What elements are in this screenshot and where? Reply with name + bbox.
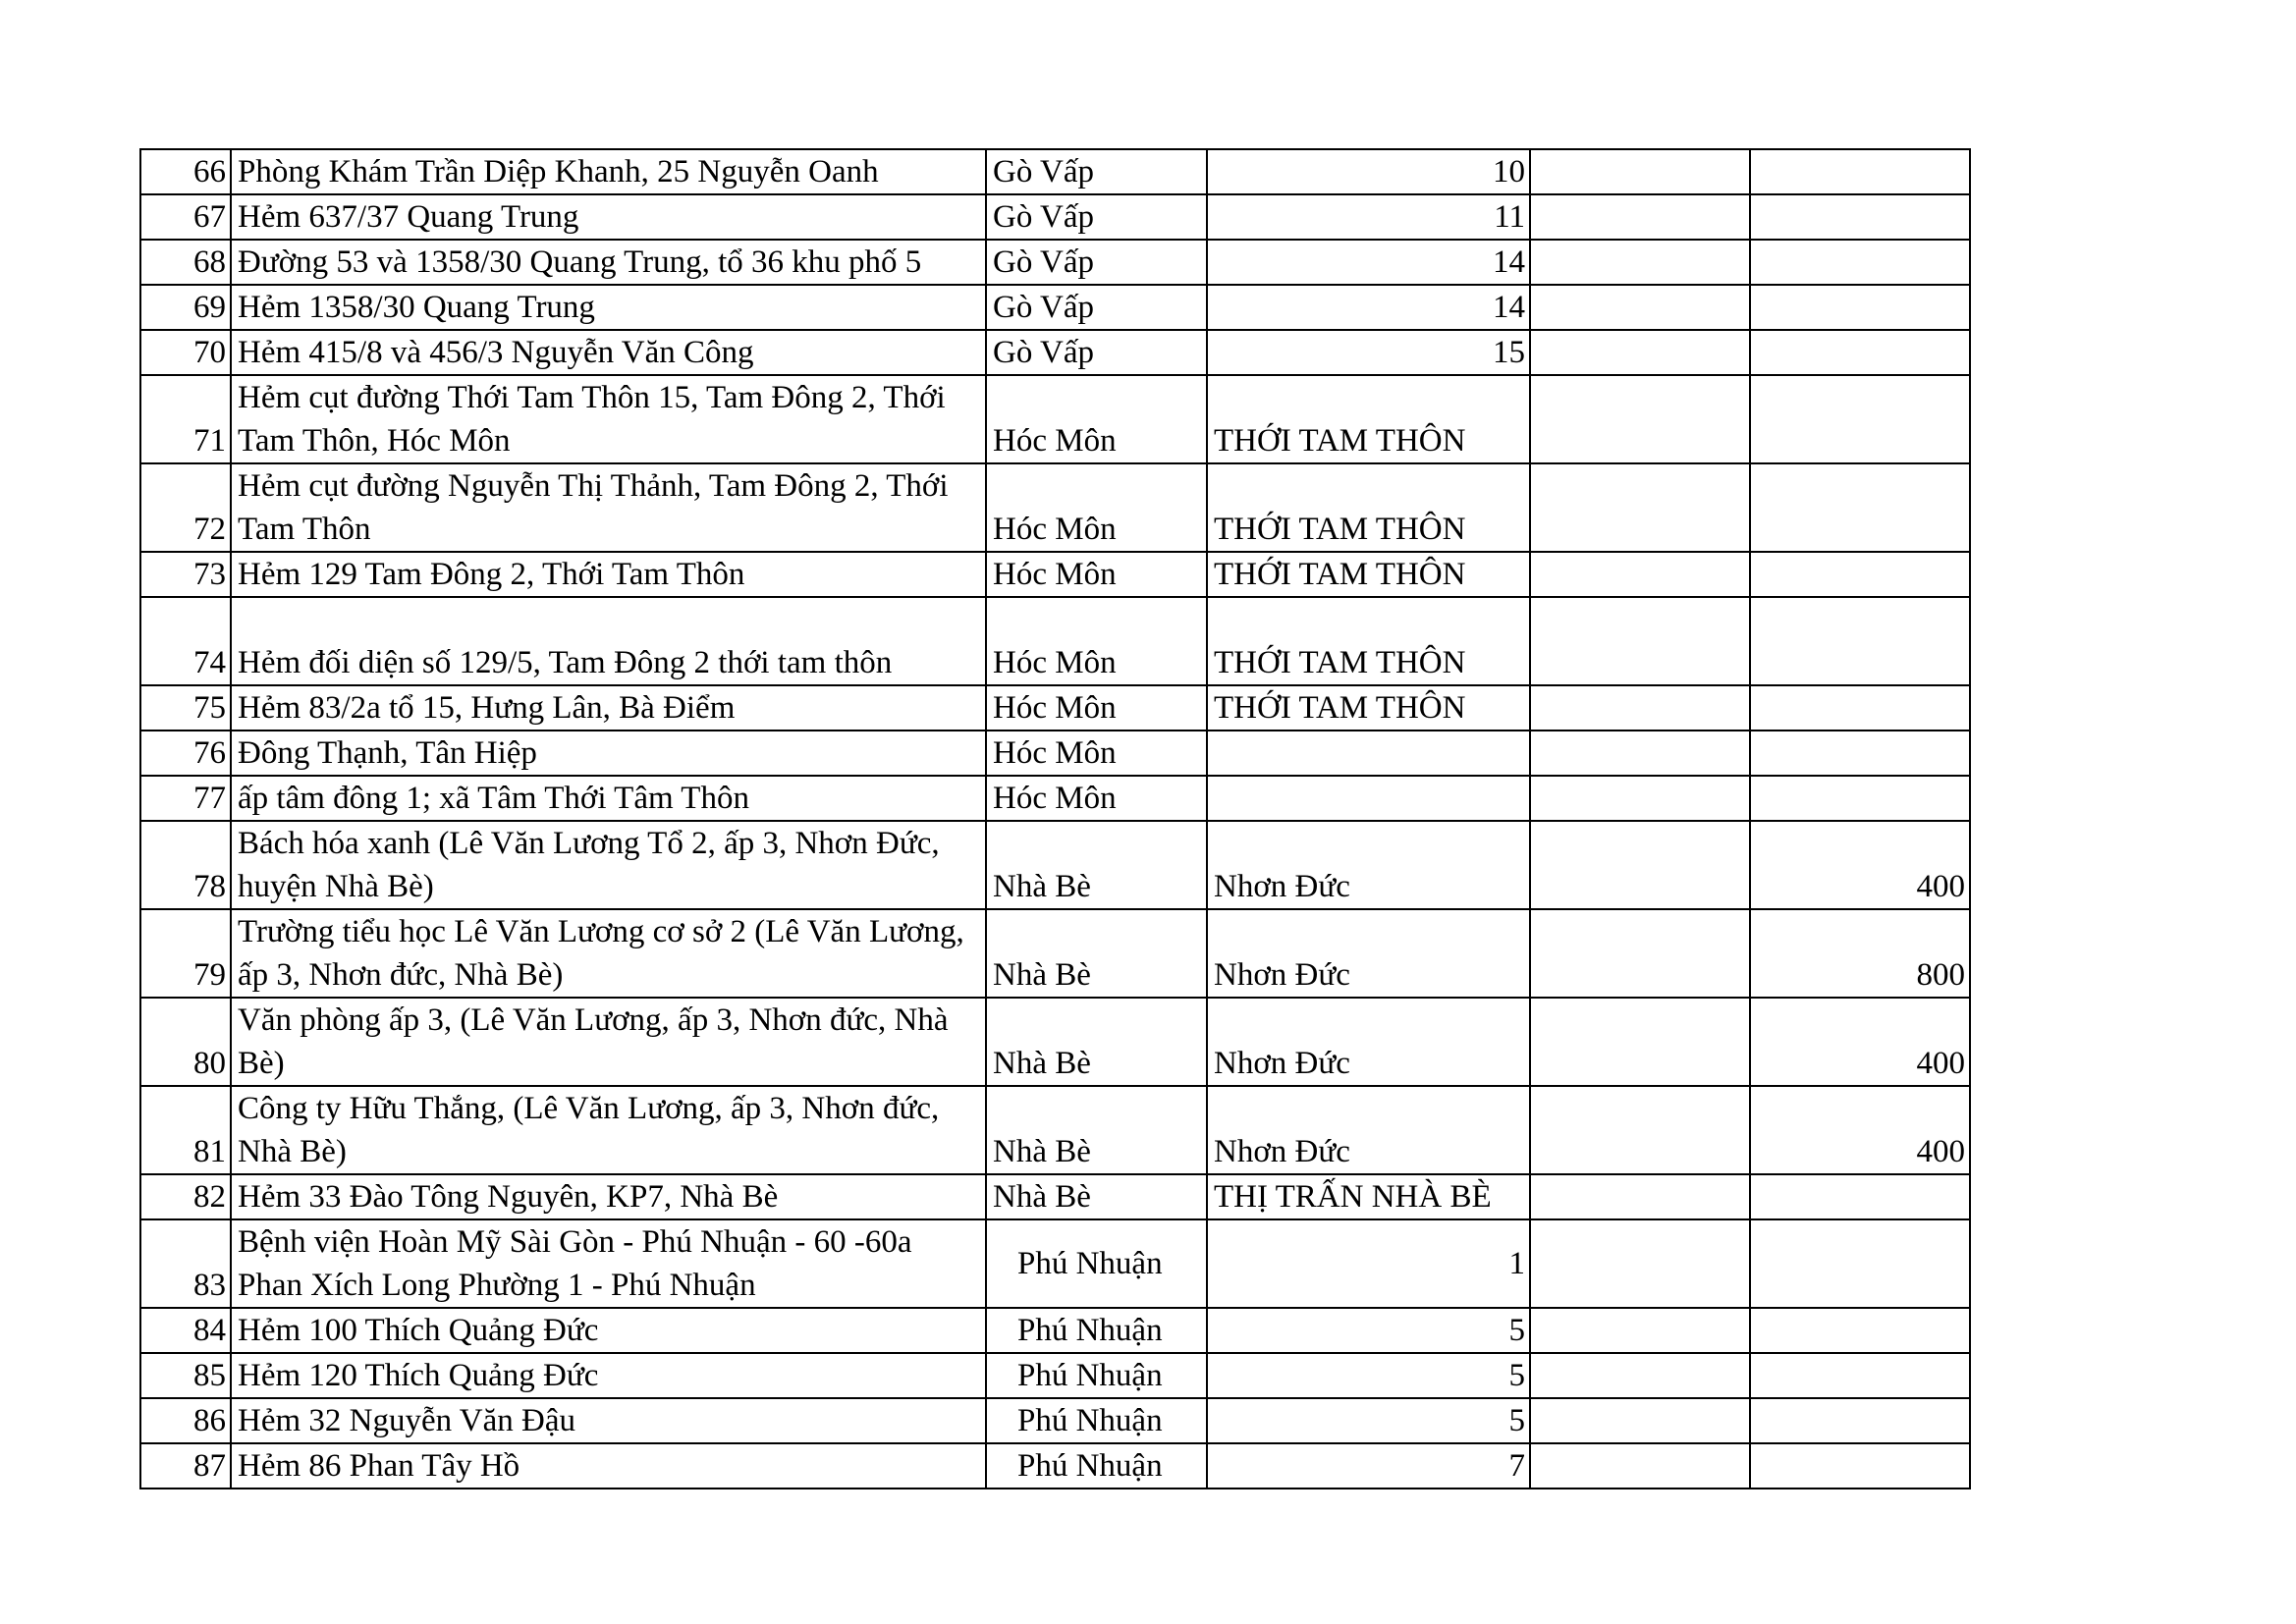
row-number: 81: [140, 1086, 231, 1174]
ward-cell: [1207, 731, 1530, 776]
column-6-cell: [1750, 375, 1970, 463]
table-row: [140, 1086, 1970, 1174]
ward-cell: 10: [1207, 149, 1530, 194]
column-5-cell: [1530, 463, 1750, 552]
table-row: [140, 194, 1970, 240]
ward-cell: 5: [1207, 1308, 1530, 1353]
table-row: [140, 1443, 1970, 1489]
column-5-cell: [1530, 285, 1750, 330]
district-cell: Nhà Bè: [986, 1174, 1207, 1219]
table-row: [140, 998, 1970, 1086]
district-cell: Hóc Môn: [986, 552, 1207, 597]
district-cell: Gò Vấp: [986, 194, 1207, 240]
ward-cell: 11: [1207, 194, 1530, 240]
table-row: [140, 731, 1970, 776]
table-row: [140, 597, 1970, 685]
table-row: [140, 1353, 1970, 1398]
row-number: 66: [140, 149, 231, 194]
table-row: [140, 821, 1970, 909]
column-6-cell: [1750, 149, 1970, 194]
row-number: 70: [140, 330, 231, 375]
data-table: [139, 148, 1971, 1489]
column-5-cell: [1530, 776, 1750, 821]
ward-cell: Nhơn Đức: [1207, 909, 1530, 998]
address-cell: Hẻm 32 Nguyễn Văn Đậu: [231, 1398, 986, 1443]
ward-cell: 14: [1207, 240, 1530, 285]
ward-cell: THỊ TRẤN NHÀ BÈ: [1207, 1174, 1530, 1219]
address-cell: Hẻm cụt đường Nguyễn Thị Thảnh, Tam Đông 2, Thới Tam Thôn: [231, 463, 986, 552]
column-6-cell: 400: [1750, 1086, 1970, 1174]
column-6-cell: 400: [1750, 821, 1970, 909]
table-row: [140, 776, 1970, 821]
ward-cell: THỚI TAM THÔN: [1207, 375, 1530, 463]
district-cell: Phú Nhuận: [986, 1353, 1207, 1398]
district-cell: Hóc Môn: [986, 375, 1207, 463]
row-number: 69: [140, 285, 231, 330]
district-cell: Phú Nhuận: [986, 1443, 1207, 1489]
column-5-cell: [1530, 731, 1750, 776]
address-cell: Hẻm 120 Thích Quảng Đức: [231, 1353, 986, 1398]
district-cell: Hóc Môn: [986, 463, 1207, 552]
address-cell: Hẻm 83/2a tổ 15, Hưng Lân, Bà Điểm: [231, 685, 986, 731]
district-cell: Phú Nhuận: [986, 1219, 1207, 1308]
column-5-cell: [1530, 194, 1750, 240]
row-number: 68: [140, 240, 231, 285]
column-6-cell: [1750, 330, 1970, 375]
district-cell: Nhà Bè: [986, 998, 1207, 1086]
column-6-cell: 800: [1750, 909, 1970, 998]
address-cell: ấp tâm đông 1; xã Tâm Thới Tâm Thôn: [231, 776, 986, 821]
table-row: [140, 330, 1970, 375]
column-5-cell: [1530, 330, 1750, 375]
column-5-cell: [1530, 909, 1750, 998]
column-5-cell: [1530, 1398, 1750, 1443]
column-5-cell: [1530, 1308, 1750, 1353]
address-cell: Hẻm 637/37 Quang Trung: [231, 194, 986, 240]
table-row: [140, 375, 1970, 463]
ward-cell: THỚI TAM THÔN: [1207, 597, 1530, 685]
column-5-cell: [1530, 1086, 1750, 1174]
address-cell: Trường tiểu học Lê Văn Lương cơ sở 2 (Lê Văn Lương, ấp 3, Nhơn đức, Nhà Bè): [231, 909, 986, 998]
district-cell: Hóc Môn: [986, 731, 1207, 776]
district-cell: Gò Vấp: [986, 149, 1207, 194]
column-5-cell: [1530, 149, 1750, 194]
ward-cell: Nhơn Đức: [1207, 998, 1530, 1086]
column-5-cell: [1530, 597, 1750, 685]
row-number: 74: [140, 597, 231, 685]
column-5-cell: [1530, 998, 1750, 1086]
row-number: 73: [140, 552, 231, 597]
column-5-cell: [1530, 1353, 1750, 1398]
column-6-cell: [1750, 194, 1970, 240]
table-row: [140, 685, 1970, 731]
row-number: 78: [140, 821, 231, 909]
row-number: 80: [140, 998, 231, 1086]
column-5-cell: [1530, 821, 1750, 909]
row-number: 82: [140, 1174, 231, 1219]
address-cell: Hẻm 86 Phan Tây Hồ: [231, 1443, 986, 1489]
table-row: [140, 149, 1970, 194]
ward-cell: [1207, 776, 1530, 821]
row-number: 83: [140, 1219, 231, 1308]
district-cell: Phú Nhuận: [986, 1308, 1207, 1353]
address-cell: Công ty Hữu Thắng, (Lê Văn Lương, ấp 3, Nhơn đức, Nhà Bè): [231, 1086, 986, 1174]
address-cell: Bách hóa xanh (Lê Văn Lương Tổ 2, ấp 3, Nhơn Đức, huyện Nhà Bè): [231, 821, 986, 909]
column-6-cell: [1750, 1174, 1970, 1219]
address-cell: Đường 53 và 1358/30 Quang Trung, tổ 36 khu phố 5: [231, 240, 986, 285]
address-cell: Phòng Khám Trần Diệp Khanh, 25 Nguyễn Oanh: [231, 149, 986, 194]
ward-cell: 15: [1207, 330, 1530, 375]
table-row: [140, 552, 1970, 597]
column-6-cell: [1750, 1398, 1970, 1443]
district-cell: Nhà Bè: [986, 909, 1207, 998]
column-6-cell: [1750, 1443, 1970, 1489]
column-6-cell: 400: [1750, 998, 1970, 1086]
row-number: 72: [140, 463, 231, 552]
row-number: 85: [140, 1353, 231, 1398]
district-cell: Nhà Bè: [986, 821, 1207, 909]
address-cell: Hẻm 100 Thích Quảng Đức: [231, 1308, 986, 1353]
address-cell: Hẻm 129 Tam Đông 2, Thới Tam Thôn: [231, 552, 986, 597]
ward-cell: THỚI TAM THÔN: [1207, 552, 1530, 597]
district-cell: Gò Vấp: [986, 285, 1207, 330]
address-cell: Đông Thạnh, Tân Hiệp: [231, 731, 986, 776]
column-6-cell: [1750, 285, 1970, 330]
row-number: 79: [140, 909, 231, 998]
ward-cell: THỚI TAM THÔN: [1207, 463, 1530, 552]
column-6-cell: [1750, 776, 1970, 821]
address-cell: Hẻm 1358/30 Quang Trung: [231, 285, 986, 330]
table-row: [140, 909, 1970, 998]
ward-cell: 7: [1207, 1443, 1530, 1489]
table-row: [140, 1174, 1970, 1219]
column-6-cell: [1750, 1353, 1970, 1398]
district-cell: Hóc Môn: [986, 776, 1207, 821]
ward-cell: Nhơn Đức: [1207, 821, 1530, 909]
table-row: [140, 285, 1970, 330]
row-number: 86: [140, 1398, 231, 1443]
address-cell: Hẻm đối diện số 129/5, Tam Đông 2 thới tam thôn: [231, 597, 986, 685]
column-6-cell: [1750, 1219, 1970, 1308]
column-6-cell: [1750, 731, 1970, 776]
address-cell: Bệnh viện Hoàn Mỹ Sài Gòn - Phú Nhuận - 60 -60a Phan Xích Long Phường 1 - Phú Nhuận: [231, 1219, 986, 1308]
row-number: 76: [140, 731, 231, 776]
column-5-cell: [1530, 240, 1750, 285]
row-number: 77: [140, 776, 231, 821]
address-cell: Văn phòng ấp 3, (Lê Văn Lương, ấp 3, Nhơn đức, Nhà Bè): [231, 998, 986, 1086]
address-cell: Hẻm 415/8 và 456/3 Nguyễn Văn Công: [231, 330, 986, 375]
column-6-cell: [1750, 1308, 1970, 1353]
row-number: 71: [140, 375, 231, 463]
ward-cell: 5: [1207, 1398, 1530, 1443]
column-5-cell: [1530, 685, 1750, 731]
table-row: [140, 240, 1970, 285]
address-cell: Hẻm 33 Đào Tông Nguyên, KP7, Nhà Bè: [231, 1174, 986, 1219]
table-row: [140, 1219, 1970, 1308]
column-5-cell: [1530, 552, 1750, 597]
district-cell: Gò Vấp: [986, 330, 1207, 375]
district-cell: Hóc Môn: [986, 685, 1207, 731]
ward-cell: 1: [1207, 1219, 1530, 1308]
column-5-cell: [1530, 1219, 1750, 1308]
table-row: [140, 463, 1970, 552]
district-cell: Hóc Môn: [986, 597, 1207, 685]
column-6-cell: [1750, 685, 1970, 731]
ward-cell: 5: [1207, 1353, 1530, 1398]
column-6-cell: [1750, 597, 1970, 685]
table-row: [140, 1398, 1970, 1443]
district-cell: Nhà Bè: [986, 1086, 1207, 1174]
district-cell: Phú Nhuận: [986, 1398, 1207, 1443]
row-number: 75: [140, 685, 231, 731]
row-number: 87: [140, 1443, 231, 1489]
row-number: 67: [140, 194, 231, 240]
column-5-cell: [1530, 1174, 1750, 1219]
column-5-cell: [1530, 1443, 1750, 1489]
column-5-cell: [1530, 375, 1750, 463]
ward-cell: Nhơn Đức: [1207, 1086, 1530, 1174]
column-6-cell: [1750, 463, 1970, 552]
address-cell: Hẻm cụt đường Thới Tam Thôn 15, Tam Đông 2, Thới Tam Thôn, Hóc Môn: [231, 375, 986, 463]
row-number: 84: [140, 1308, 231, 1353]
ward-cell: 14: [1207, 285, 1530, 330]
column-6-cell: [1750, 552, 1970, 597]
column-6-cell: [1750, 240, 1970, 285]
table-row: [140, 1308, 1970, 1353]
ward-cell: THỚI TAM THÔN: [1207, 685, 1530, 731]
district-cell: Gò Vấp: [986, 240, 1207, 285]
